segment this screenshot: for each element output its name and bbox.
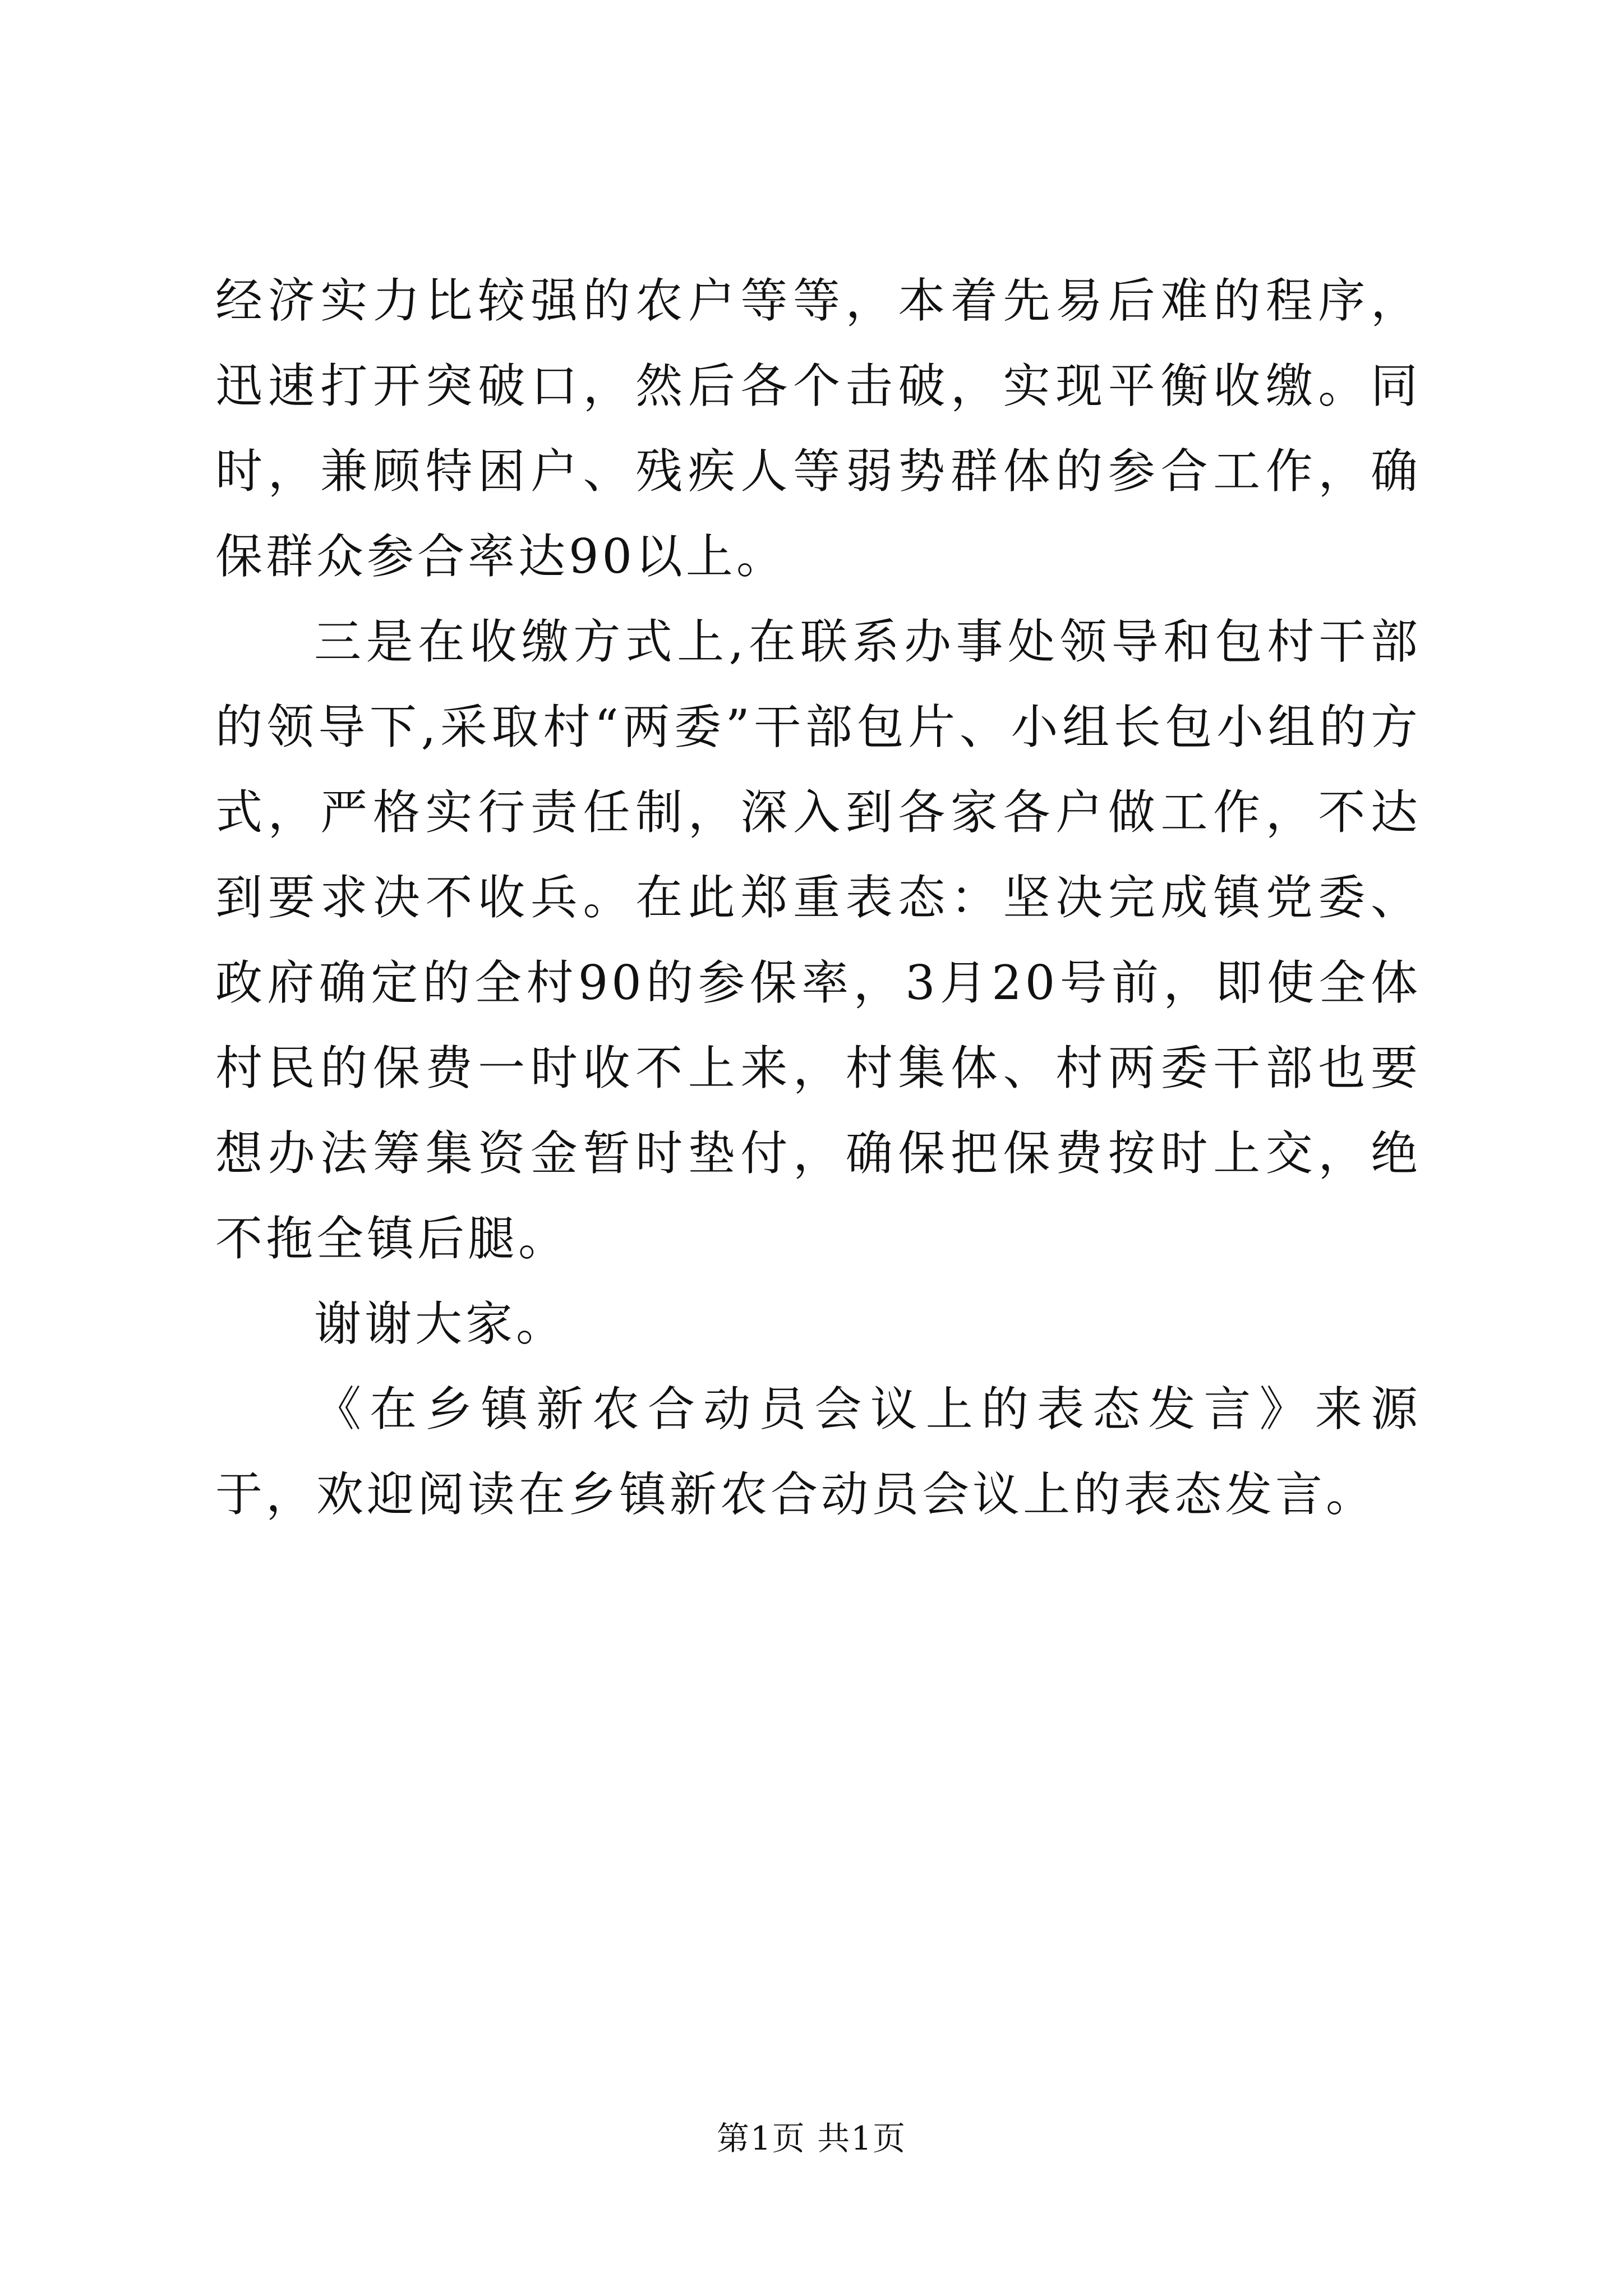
paragraph-continuation: 经济实力比较强的农户等等，本着先易后难的程序，迅速打开突破口，然后各个击破，实现平衡收缴。同时，兼顾特困户、残疾人等弱势群体的参合工作，确保群众参合率达90以上。 xyxy=(215,273,1421,584)
paragraph-thanks: 谢谢大家。 xyxy=(314,1296,567,1351)
document-body xyxy=(215,258,1421,1537)
page-number-label: 第1页 共1页 xyxy=(716,2119,907,2157)
page-footer xyxy=(0,2112,1623,2159)
paragraph-source-note: 《在乡镇新农合动员会议上的表态发言》来源于，欢迎阅读在乡镇新农合动员会议上的表态发言。 xyxy=(215,1382,1421,1522)
paragraph-collection-method: 三是在收缴方式上,在联系办事处领导和包村干部的领导下,采取村“两委”干部包片、小组长包小组的方式，严格实行责任制，深入到各家各户做工作，不达到要求决不收兵。在此郑重表态：坚决完成镇党委、政府确定的全村90的参保率，3月20号前，即使全体村民的保费一时收不上来，村集体、村两委干部也要想办法筹集资金暂时垫付，确保把保费按时上交，绝不拖全镇后腿。 xyxy=(215,614,1422,1266)
